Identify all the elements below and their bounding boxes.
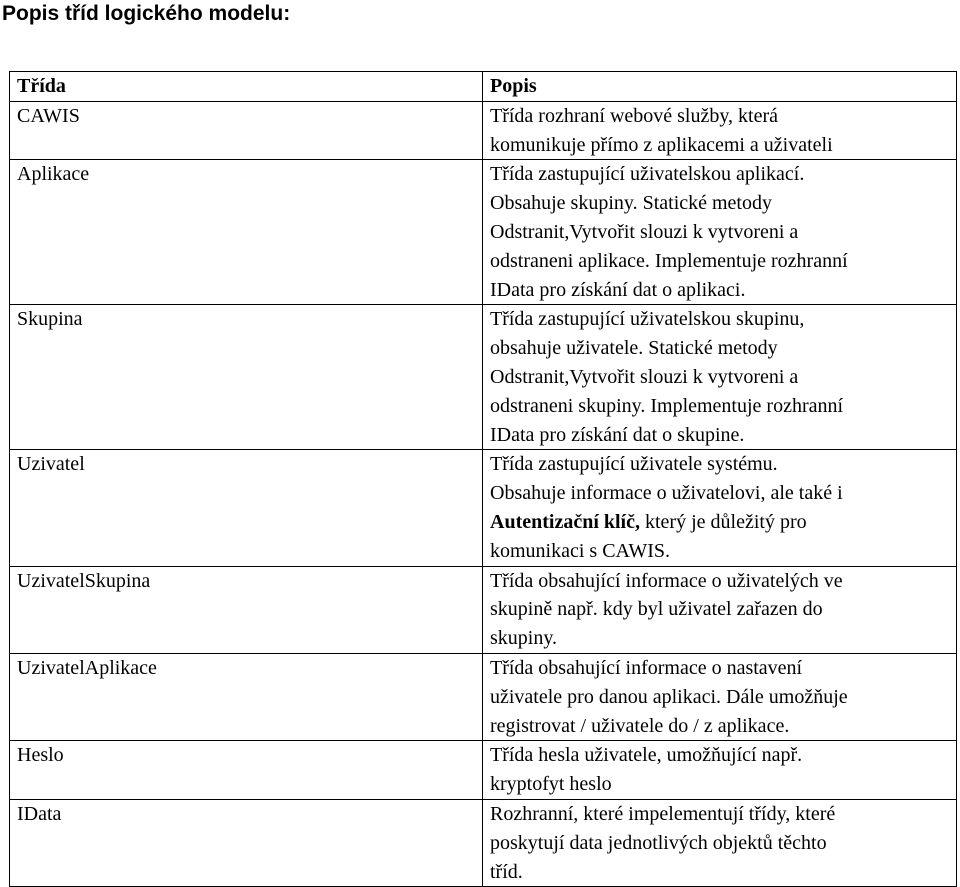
class-name-cell: UzivatelAplikace bbox=[10, 653, 483, 740]
header-class: Třída bbox=[10, 72, 483, 102]
class-name-cell: Aplikace bbox=[10, 160, 483, 305]
description-text: Obsahuje skupiny. Statické metody bbox=[490, 192, 772, 215]
description-text: který je důležitý pro bbox=[640, 510, 807, 533]
class-description-cell bbox=[483, 160, 957, 305]
description-line bbox=[490, 421, 949, 450]
table-row bbox=[10, 305, 957, 450]
description-line bbox=[490, 770, 949, 799]
description-line bbox=[490, 800, 949, 829]
class-description-cell bbox=[483, 799, 957, 886]
class-description-cell bbox=[483, 653, 957, 740]
description-text: skupině např. kdy byl uživatel zařazen do bbox=[490, 598, 823, 621]
table-row bbox=[10, 450, 957, 566]
description-line bbox=[490, 595, 949, 624]
description-line bbox=[490, 712, 949, 741]
table-row bbox=[10, 653, 957, 740]
description-text: odstraneni aplikace. Implementuje rozhranní bbox=[490, 249, 848, 272]
description-text: Odstranit,Vytvořit slouzi k vytvoreni a bbox=[490, 220, 799, 243]
class-description-cell bbox=[483, 450, 957, 566]
description-line bbox=[490, 741, 949, 770]
description-text: Odstranit,Vytvořit slouzi k vytvoreni a bbox=[490, 365, 799, 388]
description-text: skupiny. bbox=[490, 627, 558, 650]
table-row bbox=[10, 101, 957, 160]
table-row bbox=[10, 741, 957, 800]
class-name-cell: Skupina bbox=[10, 305, 483, 450]
description-line bbox=[490, 276, 949, 305]
description-text: Třída obsahující informace o uživatelých ve bbox=[490, 569, 843, 592]
description-text: Třída zastupující uživatele systému. bbox=[490, 453, 778, 476]
description-line bbox=[490, 102, 949, 131]
description-text: Třída rozhraní webové služby, která bbox=[490, 104, 779, 127]
description-line bbox=[490, 131, 949, 160]
description-line bbox=[490, 654, 949, 683]
table-row bbox=[10, 799, 957, 886]
description-line bbox=[490, 624, 949, 653]
class-name-cell: IData bbox=[10, 799, 483, 886]
description-line bbox=[490, 363, 949, 392]
class-description-cell bbox=[483, 305, 957, 450]
description-text: komunikaci s CAWIS. bbox=[490, 539, 671, 562]
class-name-cell: Heslo bbox=[10, 741, 483, 800]
description-text: kryptofyt heslo bbox=[490, 773, 612, 796]
description-text: komunikuje přímo z aplikacemi a uživateli bbox=[490, 133, 833, 156]
description-text: odstraneni skupiny. Implementuje rozhranní bbox=[490, 394, 844, 417]
description-line bbox=[490, 305, 949, 334]
description-line bbox=[490, 450, 949, 479]
class-description-table bbox=[9, 71, 957, 887]
description-text: IData pro získání dat o aplikaci. bbox=[490, 278, 746, 301]
description-text: Třída zastupující uživatelskou skupinu, bbox=[490, 308, 805, 331]
class-name-cell: UzivatelSkupina bbox=[10, 566, 483, 653]
description-line bbox=[490, 218, 949, 247]
description-line bbox=[490, 567, 949, 596]
description-line bbox=[490, 508, 949, 537]
description-text: Třída zastupující uživatelskou aplikací. bbox=[490, 163, 805, 186]
page-title: Popis tříd logického modelu: bbox=[2, 2, 291, 25]
description-line bbox=[490, 537, 949, 566]
description-text: registrovat / uživatele do / z aplikace. bbox=[490, 714, 790, 737]
description-line bbox=[490, 334, 949, 363]
description-text: poskytují data jednotlivých objektů těchto bbox=[490, 831, 827, 854]
description-text: IData pro získání dat o skupine. bbox=[490, 423, 745, 446]
description-text: Třída obsahující informace o nastavení bbox=[490, 656, 803, 679]
description-line bbox=[490, 479, 949, 508]
description-line bbox=[490, 858, 949, 887]
description-line bbox=[490, 829, 949, 858]
class-description-cell bbox=[483, 101, 957, 160]
class-description-cell bbox=[483, 566, 957, 653]
header-description: Popis bbox=[483, 72, 957, 102]
description-text: tříd. bbox=[490, 860, 523, 883]
description-line bbox=[490, 189, 949, 218]
table-row bbox=[10, 160, 957, 305]
description-line bbox=[490, 160, 949, 189]
description-text: Rozhranní, které impelementují třídy, které bbox=[490, 802, 836, 825]
description-text: obsahuje uživatele. Statické metody bbox=[490, 337, 778, 360]
class-name-cell: Uzivatel bbox=[10, 450, 483, 566]
description-text: Třída hesla uživatele, umožňující např. bbox=[490, 744, 803, 767]
description-line bbox=[490, 683, 949, 712]
description-line bbox=[490, 392, 949, 421]
class-name-cell: CAWIS bbox=[10, 101, 483, 160]
table-row bbox=[10, 566, 957, 653]
description-text: uživatele pro danou aplikaci. Dále umožňuje bbox=[490, 685, 848, 708]
description-text: Obsahuje informace o uživatelovi, ale také i bbox=[490, 482, 843, 505]
table-body bbox=[10, 101, 957, 887]
class-description-cell bbox=[483, 741, 957, 800]
description-line bbox=[490, 247, 949, 276]
table-header-row bbox=[10, 72, 957, 102]
bold-text: Autentizační klíč, bbox=[490, 510, 640, 533]
